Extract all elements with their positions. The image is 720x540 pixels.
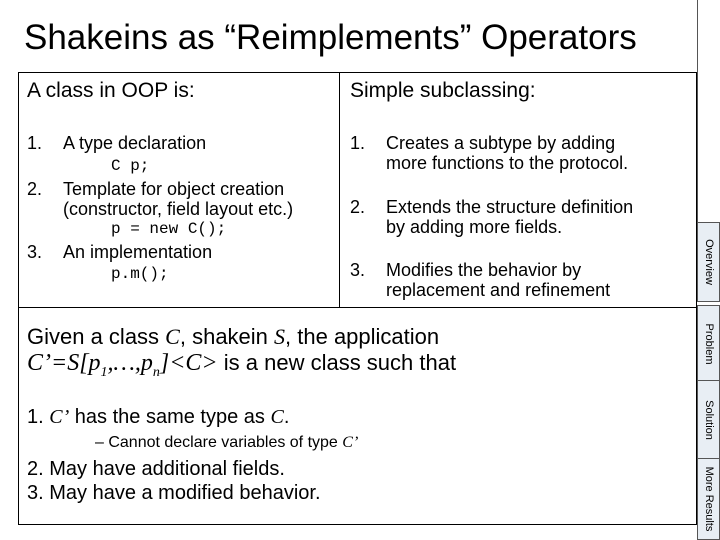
- tab-more-results-label: More Results: [702, 466, 715, 532]
- right-panel-heading: Simple subclassing:: [350, 79, 536, 102]
- left-item-1-num: 1.: [27, 133, 43, 153]
- given-mid: , shakein: [179, 324, 275, 349]
- right-panel: [339, 72, 697, 308]
- right-item-2-cont: by adding more fields.: [386, 217, 563, 237]
- side-tab-spacer: [697, 0, 720, 230]
- left-item-2-text: Template for object creation: [63, 179, 285, 199]
- formula-part-c: ]<C>: [159, 350, 218, 376]
- right-item-2: [350, 197, 633, 237]
- tab-solution[interactable]: [697, 380, 720, 460]
- right-item-2-num: 2.: [350, 197, 366, 217]
- tab-problem[interactable]: [697, 305, 720, 383]
- right-item-3-cont: replacement and refinement: [386, 280, 611, 300]
- left-panel-heading: A class in OOP is:: [27, 79, 195, 102]
- left-item-1: [27, 133, 206, 153]
- formula-sub-1: 1: [100, 364, 108, 380]
- right-item-3-text: Modifies the behavior by: [386, 260, 582, 280]
- point-1-end: .: [283, 406, 290, 428]
- right-item-1-text: Creates a subtype by adding: [386, 133, 616, 153]
- point-1-c-prime: C’: [49, 406, 70, 428]
- right-item-1-cont: more functions to the protocol.: [386, 153, 629, 173]
- tab-solution-label: Solution: [702, 400, 715, 440]
- class-c: C: [165, 324, 180, 349]
- right-item-1: [350, 133, 628, 173]
- side-tab-bar: [697, 0, 720, 540]
- point-1-num: 1.: [27, 406, 50, 428]
- bottom-panel: [18, 307, 697, 525]
- point-2: 2. May have additional fields.: [27, 458, 285, 480]
- left-code-3: p.m();: [111, 265, 169, 283]
- tab-more-results[interactable]: [697, 458, 720, 540]
- point-1-mid: has the same type as: [69, 406, 271, 428]
- left-item-2-num: 2.: [27, 179, 43, 199]
- point-1: [27, 406, 289, 429]
- left-code-2: p = new C();: [111, 220, 227, 238]
- right-item-2-text: Extends the structure definition: [386, 197, 634, 217]
- left-item-2-cont: (constructor, field layout etc.): [63, 199, 294, 219]
- formula-suffix: is a new class such that: [217, 350, 457, 375]
- left-item-2: [27, 179, 293, 219]
- slide-title: Shakeins as “Reimplements” Operators: [24, 18, 637, 57]
- point-3: 3. May have a modified behavior.: [27, 482, 321, 504]
- tab-overview[interactable]: [697, 222, 720, 302]
- formula-line: [27, 350, 456, 381]
- formula: [27, 350, 218, 380]
- tab-problem-label: Problem: [702, 323, 715, 365]
- given-suffix: , the application: [285, 324, 440, 349]
- formula-sub-n: n: [152, 364, 160, 380]
- sub-point: [95, 434, 358, 452]
- left-item-3-num: 3.: [27, 242, 43, 262]
- left-code-1: C p;: [111, 157, 150, 175]
- tab-overview-label: Overview: [702, 239, 715, 285]
- left-panel: [18, 72, 340, 308]
- sub-point-c-prime: C’: [342, 434, 359, 451]
- left-item-3-text: An implementation: [63, 242, 213, 262]
- shakein-s: S: [274, 324, 286, 349]
- sub-point-text: – Cannot declare variables of type: [95, 434, 343, 451]
- formula-part-a: C’=S[p: [27, 350, 101, 376]
- point-1-c: C: [270, 406, 284, 428]
- left-item-1-text: A type declaration: [63, 133, 207, 153]
- right-item-3: [350, 260, 610, 300]
- right-item-1-num: 1.: [350, 133, 366, 153]
- formula-part-b: ,…,p: [107, 350, 153, 376]
- left-item-3: [27, 242, 212, 262]
- given-line: [27, 324, 439, 350]
- given-prefix: Given a class: [27, 324, 166, 349]
- right-item-3-num: 3.: [350, 260, 366, 280]
